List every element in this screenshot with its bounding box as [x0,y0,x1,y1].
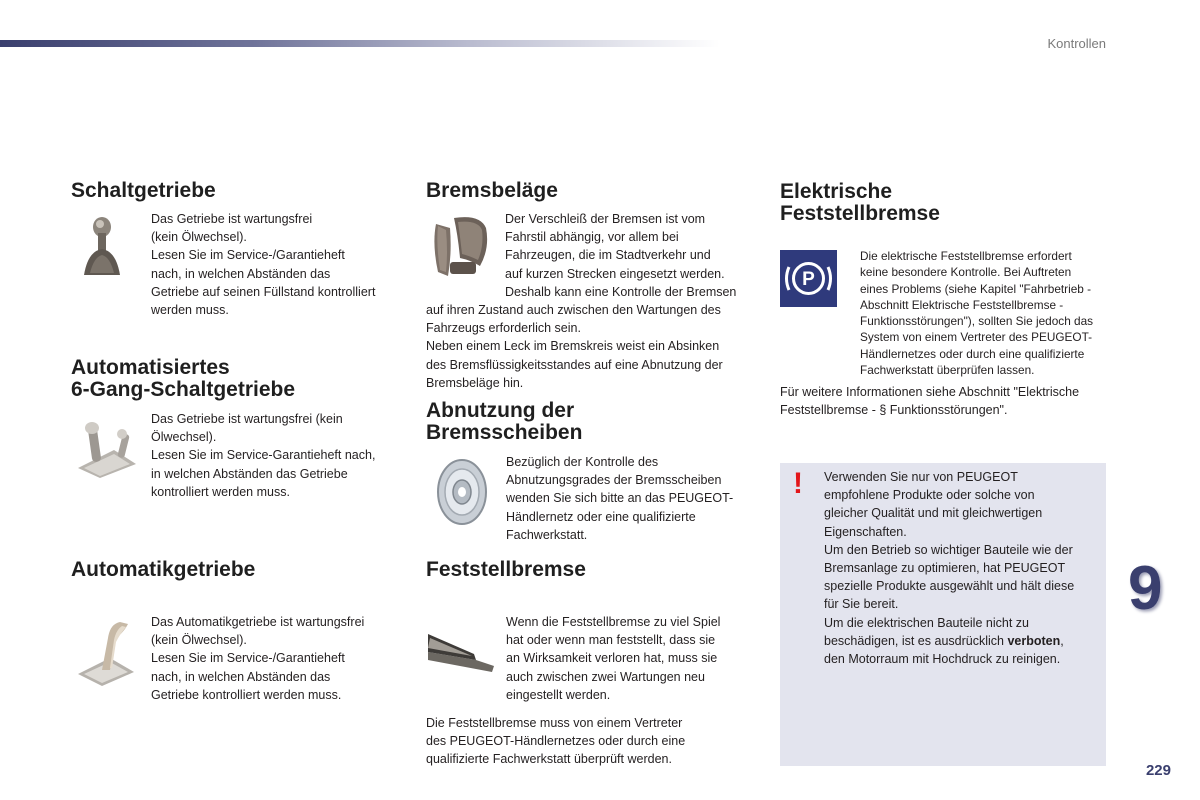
text-automatikgetriebe: Das Automatikgetriebe ist wartungsfrei (kein Ölwechsel). Lesen Sie im Service-/Garantieheft nach, in welchen Abständen das Getriebe kontrolliert werden muss. [151,615,365,702]
gear-lever-icon [78,215,126,279]
automatic-gear-lever-icon [76,618,136,686]
warning-text-post: , [1060,633,1064,648]
heading-schaltgetriebe: Schaltgetriebe [71,179,216,202]
heading-automatisiertes-line1: Automatisiertes [71,356,230,379]
text-bremsbelaege-full: auf ihren Zustand auch zwischen den Wartungen des Fahrzeugs erforderlich sein. Neben einem Leck im Bremskreis weist ein Absinken des Bremsflüssigkeitsstandes auf eine Abnutzung der Bremsbeläge hin. [426,303,723,390]
sequential-gear-lever-icon [74,420,140,478]
page-number: 229 [1145,762,1171,779]
text-schaltgetriebe: Das Getriebe ist wartungsfrei (kein Ölwechsel). Lesen Sie im Service-/Garantieheft nach, in welchen Abständen das Getriebe auf seinen Füllstand kontrolliert werden muss. [151,212,376,318]
heading-bremsbelaege: Bremsbeläge [426,179,558,202]
warning-text-pre: beschädigen, ist es ausdrücklich [824,633,1008,648]
heading-bremsscheiben-line1: Abnutzung der [426,399,575,422]
warning-text-bold: verboten [1007,633,1061,648]
text-feststellbremse: Wenn die Feststellbremse zu viel Spiel hat oder wenn man feststellt, dass sie an Wirksamkeit verloren hat, muss sie auch zwischen zwei Wartungen neu eingestellt werden. [506,615,721,702]
heading-bremsscheiben-line2: Bremsscheiben [426,421,583,444]
text-feststellbremse-full: Die Feststellbremse muss von einem Vertreter des PEUGEOT-Händlernetzes oder durch eine qualifizierte Fachwerkstatt überprüft werden. [426,716,686,767]
text-elektrische-more: Für weitere Informationen siehe Abschnitt "Elektrische Feststellbremse - § Funktionsstörungen". [780,385,1080,418]
section-label: Kontrollen [1047,36,1106,51]
heading-elektrische-line1: Elektrische [780,180,893,203]
heading-elektrische-line2: Feststellbremse [780,202,940,225]
text-automatisiertes: Das Getriebe ist wartungsfrei (kein Ölwechsel). Lesen Sie im Service-Garantieheft nach, in welchen Abständen das Getriebe kontrolliert werden muss. [151,412,376,499]
heading-feststellbremse: Feststellbremse [426,558,586,581]
warning-exclamation-icon: ! [793,467,803,500]
text-elektrische: Die elektrische Feststellbremse erfordert keine besondere Kontrolle. Bei Auftreten eines Problems (siehe Kapitel "Fahrbetrieb - Abschnitt Elektrische Feststellbremse - Funktionsstörungen"), sollten Sie jedoch das System von einem Vertreter des PEUGEOT- Händlernetzes oder durch eine qualifizierte Fachwerkstatt überprüfen lassen. [860,249,1094,378]
heading-automatisiertes-line2: 6-Gang-Schaltgetriebe [71,378,296,401]
text-bremsbelaege-short: Der Verschleiß der Bremsen ist vom Fahrstil abhängig, vor allem bei Fahrzeugen, die im Stadtverkehr und auf kurzen Strecken eingesetzt werden. Deshalb kann eine Kontrolle der Bremsen [505,212,737,299]
heading-automatikgetriebe: Automatikgetriebe [71,558,256,581]
header-gradient-bar [0,40,720,47]
brake-pads-icon [430,214,492,280]
handbrake-lever-icon [426,630,496,672]
text-bremsscheiben: Bezüglich der Kontrolle des Abnutzungsgrades der Bremsscheiben wenden Sie sich bitte an das PEUGEOT- Händlernetz oder eine qualifizierte Fachwerkstatt. [506,455,734,542]
brake-disc-icon [434,458,490,526]
chapter-number: 9 [1128,554,1163,623]
parking-brake-warning-icon [780,250,837,307]
parking-brake-letter: P [802,269,815,290]
text-warning: Verwenden Sie nur von PEUGEOT empfohlene Produkte oder solche von gleicher Qualität und mit gleichwertigen Eigenschaften. Um den Betrieb so wichtiger Bauteile wie der Bremsanlage zu optimieren, hat PEUGEOT spezielle Produkte ausgewählt und hält diese für Sie bereit. Um die elektrischen Bauteile nicht zu beschädigen, ist es ausdrücklich verboten, den Motorraum mit Hochdruck zu reinigen. [824,470,1075,667]
